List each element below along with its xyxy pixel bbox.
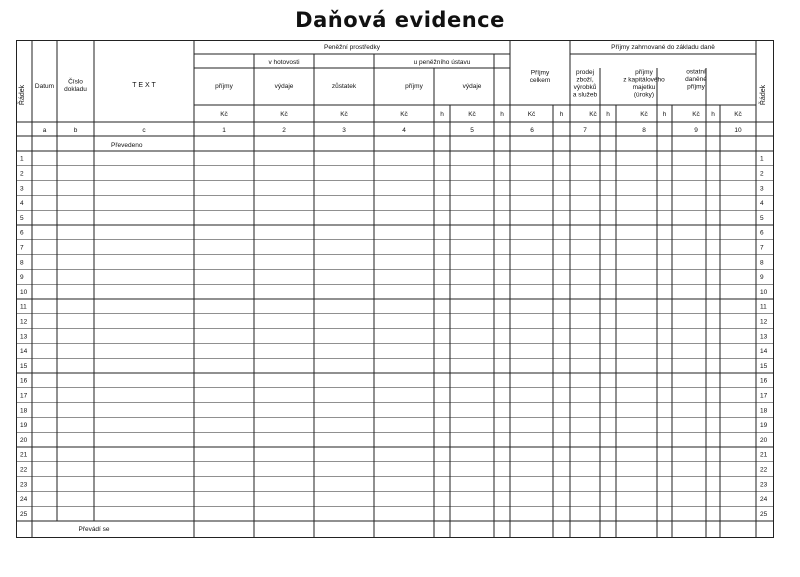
row-number-right: 25 bbox=[760, 510, 768, 518]
column-code: 4 bbox=[402, 127, 406, 134]
currency-label: Kč bbox=[527, 111, 536, 118]
capital-income-header: z kapitálového bbox=[623, 76, 665, 84]
cash-balance-header: zůstatek bbox=[331, 83, 357, 90]
hundredths-label: h bbox=[662, 111, 667, 118]
row-number-right: 12 bbox=[760, 318, 768, 326]
currency-label: Kč bbox=[468, 111, 476, 118]
column-code: 10 bbox=[734, 127, 742, 134]
row-number-right: 22 bbox=[760, 466, 768, 474]
other-income-header: ostatní bbox=[686, 68, 706, 76]
capital-income-header: příjmy bbox=[635, 68, 653, 76]
text-header: T E X T bbox=[132, 82, 156, 89]
capital-income-header: (úroky) bbox=[633, 91, 655, 99]
row-number-right: 13 bbox=[760, 333, 768, 341]
row-number: 11 bbox=[20, 303, 27, 311]
row-number-right: 10 bbox=[760, 288, 768, 296]
row-number-right: 11 bbox=[760, 303, 767, 311]
other-income-header: daněné bbox=[685, 76, 707, 84]
column-code: 8 bbox=[642, 127, 646, 134]
column-code: 9 bbox=[694, 127, 698, 134]
form-title: Daňová evidence bbox=[295, 8, 505, 32]
hundredths-label: h bbox=[440, 111, 444, 118]
currency-label: Kč bbox=[400, 111, 408, 118]
ledger-table bbox=[16, 40, 774, 538]
row-number: 17 bbox=[20, 392, 28, 400]
row-number-header-right: Řádek bbox=[760, 84, 767, 106]
column-code: 5 bbox=[470, 127, 474, 134]
cash-expense-header: výdaje bbox=[274, 83, 294, 90]
column-code: 3 bbox=[342, 127, 346, 134]
row-number: 12 bbox=[20, 318, 28, 326]
row-number-right: 7 bbox=[760, 244, 764, 252]
sales-header: prodej bbox=[575, 68, 595, 76]
hundredths-label: h bbox=[559, 111, 564, 118]
row-number: 20 bbox=[20, 436, 28, 444]
row-number: 2 bbox=[20, 170, 24, 178]
row-number-right: 8 bbox=[760, 259, 764, 267]
row-number-right: 5 bbox=[760, 214, 764, 222]
currency-label: Kč bbox=[692, 111, 700, 118]
row-number: 25 bbox=[20, 510, 28, 518]
column-code: 1 bbox=[222, 127, 226, 134]
cash-header: v hotovosti bbox=[268, 59, 300, 66]
column-code: 6 bbox=[530, 127, 534, 134]
row-number-right: 3 bbox=[760, 185, 764, 193]
row-number: 6 bbox=[20, 229, 24, 237]
hundredths-label: h bbox=[500, 111, 504, 118]
row-number-right: 4 bbox=[760, 200, 764, 208]
row-number: 22 bbox=[20, 466, 28, 474]
column-code: b bbox=[73, 127, 78, 134]
currency-label: Kč bbox=[220, 111, 228, 118]
row-number: 16 bbox=[20, 377, 28, 385]
sales-header: zboží, bbox=[576, 76, 594, 84]
date-header: Datum bbox=[34, 83, 55, 90]
row-number: 8 bbox=[20, 259, 24, 267]
row-number: 10 bbox=[20, 288, 28, 296]
sales-header: a služeb bbox=[572, 91, 598, 99]
document-number-header: dokladu bbox=[64, 85, 87, 93]
taxable-income-header: Příjmy zahrnované do základu daně bbox=[611, 44, 715, 51]
currency-label: Kč bbox=[589, 111, 597, 118]
row-number-right: 17 bbox=[760, 392, 768, 400]
row-number-right: 16 bbox=[760, 377, 768, 385]
row-number-right: 24 bbox=[760, 496, 768, 504]
row-number: 24 bbox=[20, 496, 28, 504]
row-number-right: 9 bbox=[760, 274, 764, 282]
row-number: 23 bbox=[20, 481, 28, 489]
hundredths-label: h bbox=[711, 111, 715, 118]
row-number-right: 2 bbox=[760, 170, 764, 178]
currency-label: Kč bbox=[734, 111, 742, 118]
row-number: 5 bbox=[20, 214, 24, 222]
carry-in-label: Převedeno bbox=[111, 142, 143, 149]
column-code: a bbox=[42, 127, 47, 134]
row-number: 19 bbox=[20, 422, 28, 430]
total-income-header: Příjmy bbox=[530, 69, 550, 77]
row-number: 1 bbox=[20, 155, 24, 163]
row-number-right: 15 bbox=[760, 362, 768, 370]
bank-expense-header: výdaje bbox=[462, 83, 482, 90]
row-number: 13 bbox=[20, 333, 28, 341]
currency-label: Kč bbox=[280, 111, 288, 118]
currency-label: Kč bbox=[640, 111, 648, 118]
hundredths-label: h bbox=[606, 111, 610, 118]
row-number-right: 14 bbox=[760, 348, 768, 356]
total-income-header: celkem bbox=[529, 76, 551, 84]
sales-header: výrobků bbox=[573, 83, 597, 91]
carry-out-label: Převádí se bbox=[78, 526, 110, 533]
other-income-header: příjmy bbox=[687, 83, 705, 91]
row-number-right: 6 bbox=[760, 229, 764, 237]
row-number: 4 bbox=[20, 200, 24, 208]
row-number-right: 18 bbox=[760, 407, 768, 415]
column-code: 2 bbox=[282, 127, 286, 134]
row-number-right: 19 bbox=[760, 422, 768, 430]
row-number-right: 23 bbox=[760, 481, 768, 489]
bank-income-header: příjmy bbox=[405, 83, 423, 90]
row-number: 15 bbox=[20, 362, 28, 370]
row-number-right: 21 bbox=[760, 451, 768, 459]
row-number-right: 1 bbox=[760, 155, 764, 163]
row-number: 9 bbox=[20, 274, 24, 282]
row-number: 18 bbox=[20, 407, 28, 415]
cash-income-header: příjmy bbox=[215, 83, 233, 90]
row-number-right: 20 bbox=[760, 436, 768, 444]
document-number-header: Číslo bbox=[68, 78, 83, 86]
column-code: 7 bbox=[583, 127, 587, 134]
capital-income-header: majetku bbox=[632, 83, 656, 91]
row-number: 7 bbox=[20, 244, 24, 252]
row-number: 21 bbox=[20, 451, 28, 459]
bank-header: u peněžního ústavu bbox=[413, 59, 471, 66]
row-number: 14 bbox=[20, 348, 28, 356]
row-number: 3 bbox=[20, 185, 24, 193]
column-code: c bbox=[142, 127, 146, 134]
row-number-header: Řádek bbox=[19, 84, 26, 106]
currency-label: Kč bbox=[340, 111, 348, 118]
cash-funds-header: Peněžní prostředky bbox=[323, 44, 381, 51]
